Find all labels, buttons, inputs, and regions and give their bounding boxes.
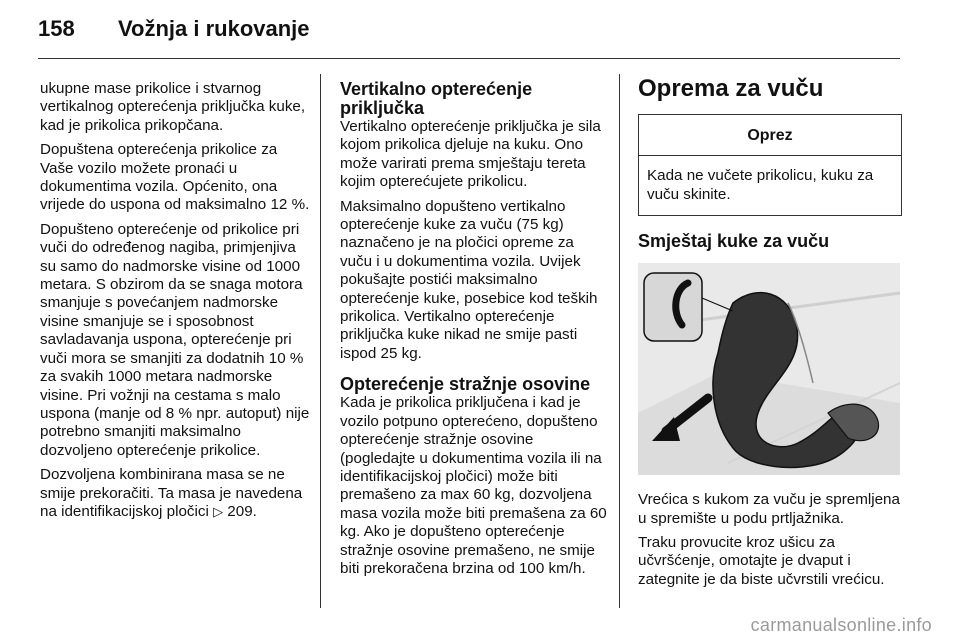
column-2 <box>340 80 608 584</box>
header-rule <box>38 58 900 59</box>
paragraph: Traku provucite kroz ušicu za učvršćenje, omotajte je dvaput i zategnite je da biste učvrstili vrećicu. <box>638 534 885 588</box>
chapter-title: Vožnja i rukovanje <box>118 16 310 41</box>
triangle-arrow-icon: ▷ <box>213 504 224 520</box>
paragraph: Dopušteno opterećenje od prikolice pri vuči do određenog nagiba, primjenjiva su samo do nadmorske visine od 1000 metara. S obzirom da se snaga motora smanjuje s povećanjem nadmorske visine smanjuje se i sposobnost savladavanja uspona, opterećenje pri vuči mora se smanjiti za dodatnih 10 % za svakih 1000 metara nadmorske visine. Pri vožnji na cestama s malo uspona (manje od 8 % npr. autoput) nije potrebno smanjiti maksimalno dozvoljeno opterećenje prikolice. <box>40 220 310 459</box>
column-1 <box>40 80 312 528</box>
callout-text: Kada ne vučete prikolicu, kuku za vuču skinite. <box>647 167 874 203</box>
tow-hook-bag-illustration <box>638 263 900 475</box>
column-3 <box>638 76 904 595</box>
paragraph: ukupne mase prikolice i stvarnog vertikalnog opterećenja priključka kuke, kad je prikolica prikopčana. <box>40 80 306 134</box>
caution-callout <box>638 114 902 216</box>
section-heading: Opterećenje stražnje osovine <box>340 374 591 395</box>
callout-title: Oprez <box>639 115 901 156</box>
paragraph: Vrećica s kukom za vuču je spremljena u spremište u podu prtljažnika. <box>638 491 900 527</box>
subsection-heading: Smještaj kuke za vuču <box>638 231 830 252</box>
column-divider-1 <box>320 74 321 608</box>
column-divider-2 <box>619 74 620 608</box>
paragraph: Dopuštena opterećenja prikolice za Vaše vozilo možete pronaći u dokumentima vozila. Općenito, ona vrijede do uspona od maksimalno 12 %. <box>40 141 310 214</box>
paragraph: Vertikalno opterećenje priključka je sila kojom prikolica djeluje na kuku. Ono može varirati prema smještaju tereta kojim opterećujete prikolicu. <box>340 118 601 191</box>
paragraph <box>40 466 312 522</box>
page-reference-link[interactable]: 209. <box>227 502 257 520</box>
section-title: Oprema za vuču <box>638 75 824 102</box>
page-number: 158 <box>38 16 75 41</box>
watermark: carmanualsonline.info <box>750 615 932 635</box>
paragraph-text: Dozvoljena kombinirana masa se ne smije prekoračiti. Ta masa je navedena na identifikacijskoj pločici <box>40 466 303 520</box>
paragraph: Kada je prikolica priključena i kad je vozilo potpuno opterećeno, dopušteno opterećenje stražnje osovine (pogledajte u dokumentima vozila ili na identifikacijskoj pločici) može biti premašeno za max 60 kg, dozvoljena masa vozila može biti premašena za 60 kg. Ako je dopušteno opterećenje stražnje osovine premašeno, ne smije biti prekoračena brzina od 100 km/h. <box>340 394 607 577</box>
section-heading: Vertikalno opterećenje priključka <box>340 79 533 118</box>
paragraph: Maksimalno dopušteno vertikalno opterećenje kuke za vuču (75 kg) naznačeno je na pločici opreme za vuču i u dokumentima vozila. Uvijek pokušajte postići maksimalno opterećenje kuke, posebice kod teških prikolica. Vertikalno opterećenje priključka kuke nikad ne smije pasti ispod 25 kg. <box>340 197 598 362</box>
